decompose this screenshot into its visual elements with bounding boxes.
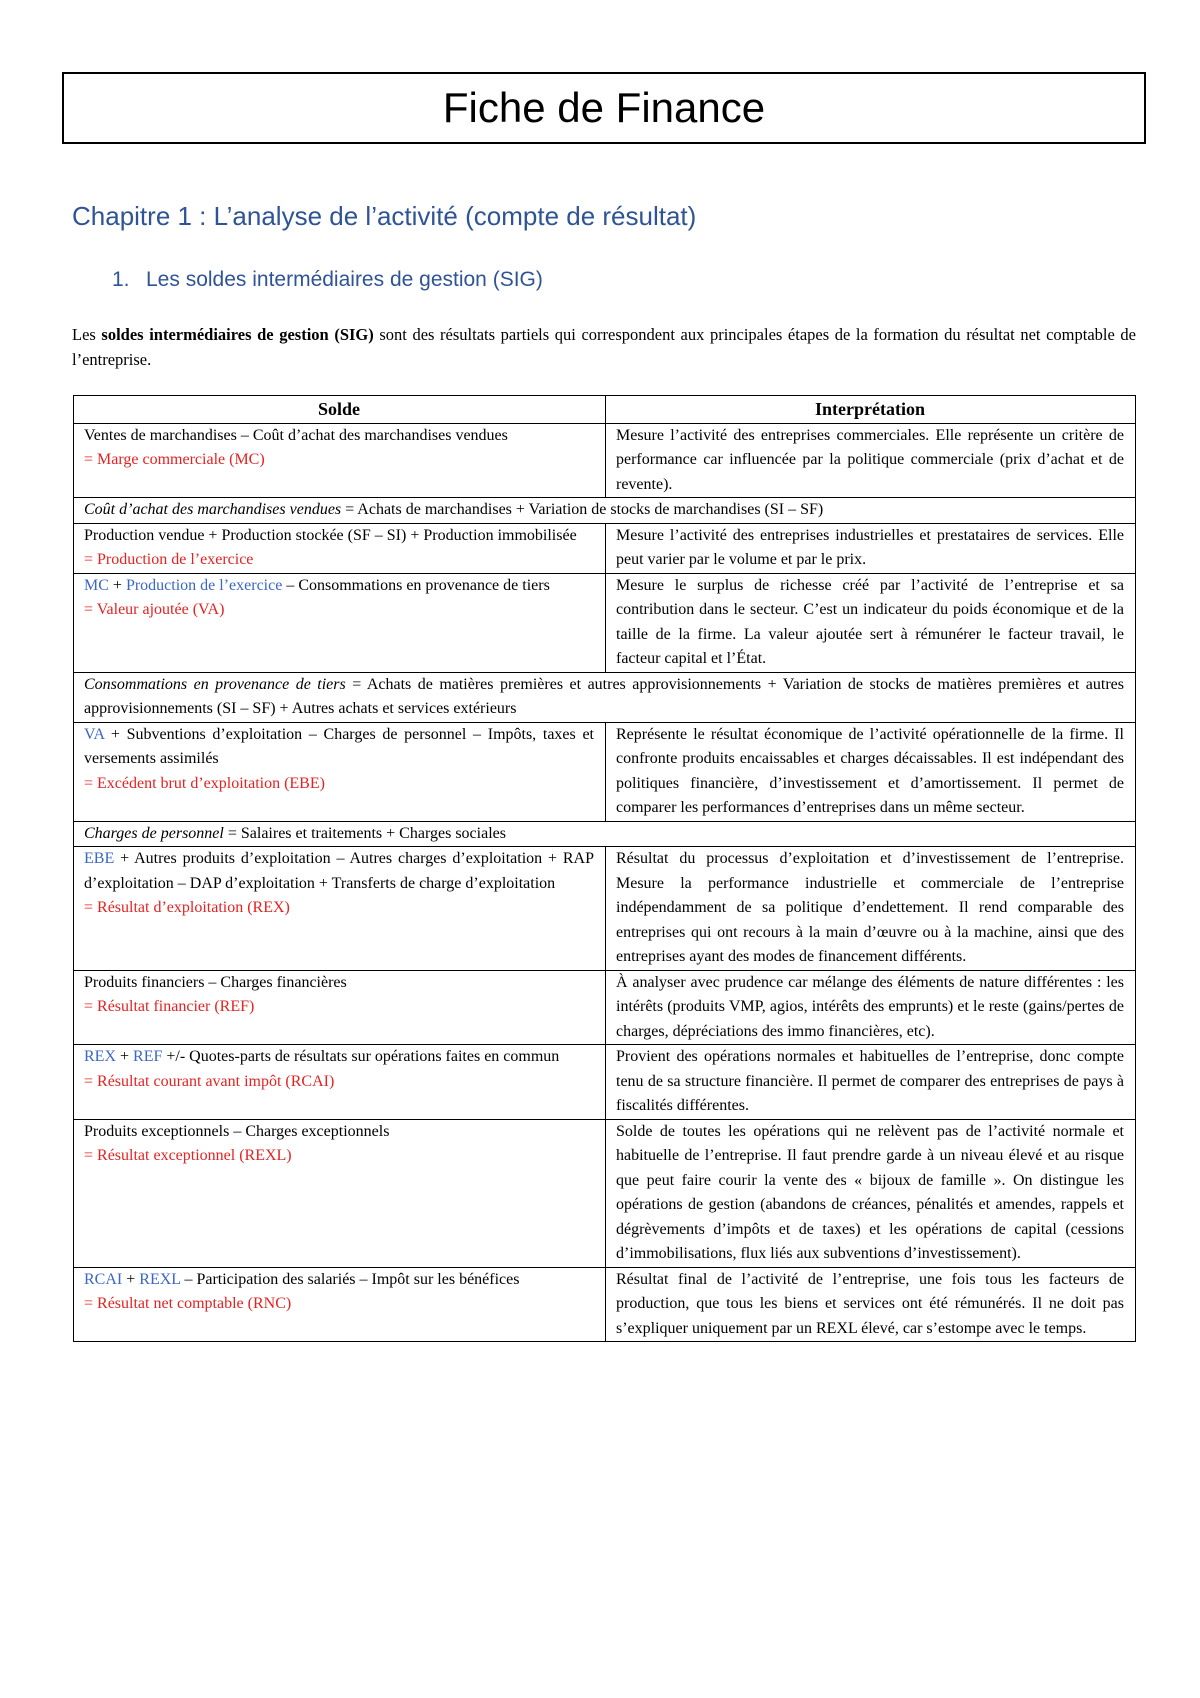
interpretation-cell: Mesure le surplus de richesse créé par l’activité de l’entreprise et sa contribution dans le secteur. C’est un indicateur du poids économique et de la taille de la firme. La valeur ajoutée sert à rémunérer le facteur travail, le facteur capital et l’État.	[606, 573, 1136, 672]
solde-cell	[74, 573, 606, 672]
section-number: 1.	[112, 268, 130, 291]
table-row	[74, 523, 1136, 573]
definition-term: Coût d’achat des marchandises vendues	[84, 501, 342, 518]
solde-cell	[74, 1045, 606, 1120]
interpretation-cell: Représente le résultat économique de l’activité opérationnelle de la firme. Il confronte produits encaissables et charges décaissables. Il est indépendant des politiques financière, d’investissement et d’amortissement. Il permet de comparer les performances d’entreprises dans un même secteur.	[606, 722, 1136, 821]
formula-ref: Production de l’exercice	[125, 576, 283, 594]
result-label: = Marge commerciale (MC)	[84, 451, 265, 468]
intro-paragraph	[72, 322, 1136, 372]
table-row	[74, 573, 1136, 672]
intro-bold-term: soldes intermédiaires de gestion (SIG)	[101, 325, 374, 344]
solde-cell	[74, 423, 606, 498]
formula-ref: MC	[84, 576, 109, 594]
formula-ref: RCAI	[84, 1270, 123, 1288]
header-solde: Solde	[74, 396, 606, 424]
solde-cell	[74, 970, 606, 1045]
table-row	[74, 722, 1136, 821]
definition-text: = Achats de matières premières et autres approvisionnements + Variation de stocks de matières premières et autres approvisionnements (SI – SF) + Autres achats et services extérieurs	[84, 675, 1125, 717]
interpretation-cell: Résultat du processus d’exploitation et d’investissement de l’entreprise. Mesure la performance industrielle et commerciale de l’entreprise indépendamment de sa politique d’endettement. Il rend comparable des entreprises qui ont recours à la main d’œuvre ou à la machine, ainsi que des entreprises ayant des modes de financement différents.	[606, 847, 1136, 971]
interpretation-cell: Solde de toutes les opérations qui ne relèvent pas de l’activité normale et habituelle de l’entreprise. Il faut prendre garde à un niveau élevé et au risque que peut faire courir la vente des « bijoux de famille ». On distingue les opérations de gestion (abandons de créances, pénalités et amendes, rappels et dégrèvements d’impôts et de taxes) et les opérations de capital (cessions d’immobilisations, flux liés aux subventions d’investissement).	[606, 1119, 1136, 1267]
formula-text: Ventes de marchandises – Coût d’achat des marchandises vendues	[84, 426, 508, 444]
definition-cell	[74, 672, 1136, 722]
table-row	[74, 847, 1136, 971]
chapter-heading: Chapitre 1 : L’analyse de l’activité (compte de résultat)	[72, 201, 697, 231]
solde-cell	[74, 1267, 606, 1342]
section-title: Les soldes intermédiaires de gestion (SIG)	[146, 268, 543, 291]
interpretation-cell: Provient des opérations normales et habituelles de l’entreprise, donc compte tenu de sa structure financière. Il permet de comparer des entreprises de pays à fiscalités différentes.	[606, 1045, 1136, 1120]
definition-row	[74, 821, 1136, 847]
formula-text: + Subventions d’exploitation – Charges de personnel – Impôts, taxes et versements assimilés	[84, 725, 594, 767]
definition-row	[74, 672, 1136, 722]
section-heading	[112, 268, 543, 292]
table-header-row	[74, 396, 1136, 424]
formula-ref: REXL	[139, 1270, 181, 1288]
formula-ref: VA	[84, 725, 105, 743]
formula-text: – Participation des salariés – Impôt sur les bénéfices	[180, 1270, 520, 1288]
definition-term: Charges de personnel	[84, 824, 224, 842]
formula-operator: +	[122, 1270, 140, 1288]
table-row	[74, 1045, 1136, 1120]
formula-ref: REF	[133, 1048, 163, 1065]
result-label: = Résultat d’exploitation (REX)	[84, 899, 290, 916]
formula-operator: +	[108, 576, 126, 594]
interpretation-cell: Résultat final de l’activité de l’entreprise, une fois tous les facteurs de production, que tous les biens et services ont été rémunérés. Il ne doit pas s’expliquer uniquement par un REXL élevé, car s’estompe avec le temps.	[606, 1267, 1136, 1342]
intro-text-after: sont des résultats partiels qui correspondent aux principales étapes de la formation du résultat net comptable de l’entreprise.	[72, 325, 1136, 369]
solde-cell	[74, 1119, 606, 1267]
result-label: = Résultat net comptable (RNC)	[84, 1295, 292, 1312]
table-row	[74, 1267, 1136, 1342]
solde-cell	[74, 523, 606, 573]
definition-row	[74, 498, 1136, 524]
table-row	[74, 1119, 1136, 1267]
formula-text: +/- Quotes-parts de résultats sur opérations faites en commun	[162, 1048, 560, 1065]
formula-text: + Autres produits d’exploitation – Autres charges d’exploitation + RAP d’exploitation – DAP d’exploitation + Transferts de charge d’exploitation	[84, 850, 594, 892]
intro-text-before: Les	[72, 325, 102, 344]
solde-cell	[74, 847, 606, 971]
interpretation-cell: À analyser avec prudence car mélange des éléments de nature différentes : les intérêts (produits VMP, agios, intérêts des emprunts) et le reste (gains/pertes de charges, dépréciations des immo financières, etc).	[606, 970, 1136, 1045]
result-label: = Résultat financier (REF)	[84, 998, 255, 1015]
formula-text: Produits exceptionnels – Charges exceptionnels	[84, 1122, 390, 1140]
result-label: = Résultat courant avant impôt (RCAI)	[84, 1072, 335, 1090]
result-label: = Résultat exceptionnel (REXL)	[84, 1147, 292, 1164]
header-interpretation: Interprétation	[606, 396, 1136, 424]
result-label: = Excédent brut d’exploitation (EBE)	[84, 774, 325, 792]
interpretation-cell: Mesure l’activité des entreprises commerciales. Elle représente un critère de performance car influencée par la politique commerciale (prix d’achat et de revente).	[606, 423, 1136, 498]
formula-ref: EBE	[84, 850, 115, 867]
page-title: Fiche de Finance	[62, 72, 1146, 144]
formula-text: Production vendue + Production stockée (SF – SI) + Production immobilisée	[84, 526, 577, 544]
formula-text: Produits financiers – Charges financières	[84, 973, 347, 991]
definition-cell	[74, 498, 1136, 524]
interpretation-cell: Mesure l’activité des entreprises industrielles et prestataires de services. Elle peut varier par le volume et par le prix.	[606, 523, 1136, 573]
solde-cell	[74, 722, 606, 821]
result-label: = Production de l’exercice	[84, 551, 254, 568]
result-label: = Valeur ajoutée (VA)	[84, 601, 225, 618]
definition-cell	[74, 821, 1136, 847]
table-row	[74, 423, 1136, 498]
definition-text: = Salaires et traitements + Charges sociales	[223, 824, 506, 842]
definition-term: Consommations en provenance de tiers	[84, 675, 346, 693]
table-row	[74, 970, 1136, 1045]
definition-text: = Achats de marchandises + Variation de stocks de marchandises (SI – SF)	[341, 501, 824, 518]
formula-text: – Consommations en provenance de tiers	[282, 576, 550, 594]
formula-ref: REX	[84, 1048, 116, 1065]
sig-table	[73, 395, 1136, 1342]
formula-operator: +	[116, 1048, 134, 1065]
